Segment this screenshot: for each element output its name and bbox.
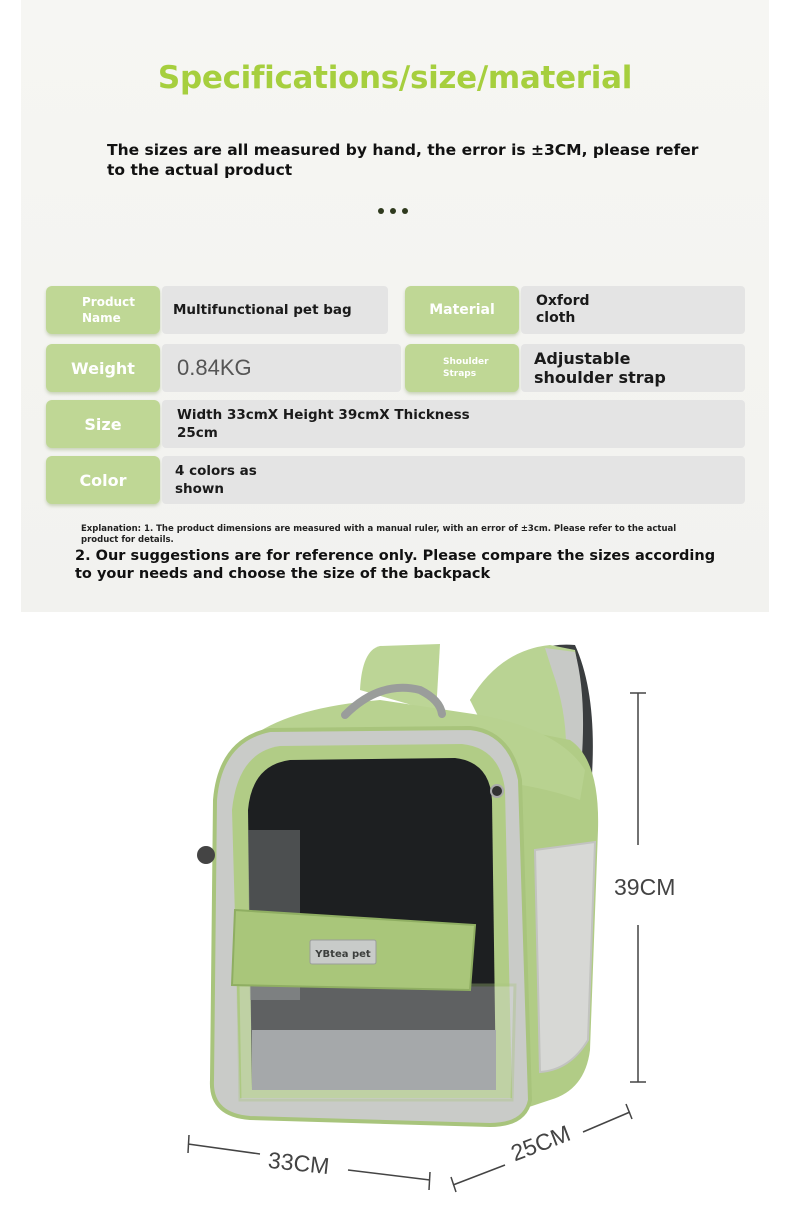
page-title: Specifications/size/material [157, 60, 633, 96]
shoulder-straps-value: Adjustable shoulder strap [521, 344, 745, 392]
divider-dots [378, 208, 408, 214]
size-label: Size [46, 400, 160, 448]
product-name-label: Product Name [46, 286, 160, 334]
spec-row-product-name [46, 286, 388, 334]
explanation-note-2: 2. Our suggestions are for reference only. Please compare the sizes according to your needs and choose the size of the backpack [75, 548, 716, 582]
product-name-value: Multifunctional pet bag [162, 286, 388, 334]
measurement-note: The sizes are all measured by hand, the error is ±3CM, please refer to the actual product [107, 141, 699, 179]
spec-row-color [46, 456, 745, 504]
spec-row-shoulder-straps [405, 344, 745, 392]
material-label: Material [405, 286, 519, 334]
weight-label: Weight [46, 344, 160, 392]
brand-tag: YBtea pet [315, 949, 371, 960]
depth-dimension-label: 25CM [507, 1119, 574, 1167]
material-value: Oxford cloth [521, 286, 745, 334]
backpack-image [0, 612, 790, 1223]
color-value: 4 colors as shown [162, 456, 745, 504]
spec-row-weight [46, 344, 401, 392]
spec-row-size [46, 400, 745, 448]
shoulder-straps-label: Shoulder Straps [405, 344, 519, 392]
color-label: Color [46, 456, 160, 504]
size-value: Width 33cmX Height 39cmX Thickness 25cm [162, 400, 745, 448]
height-dimension-label: 39CM [614, 874, 676, 900]
weight-value: 0.84KG [162, 344, 401, 392]
explanation-note-1: Explanation: 1. The product dimensions are measured with a manual ruler, with an error of ±3cm. Please refer to the actual product for details. [81, 524, 677, 545]
spec-row-material [405, 286, 745, 334]
width-dimension-label: 33CM [266, 1146, 331, 1180]
